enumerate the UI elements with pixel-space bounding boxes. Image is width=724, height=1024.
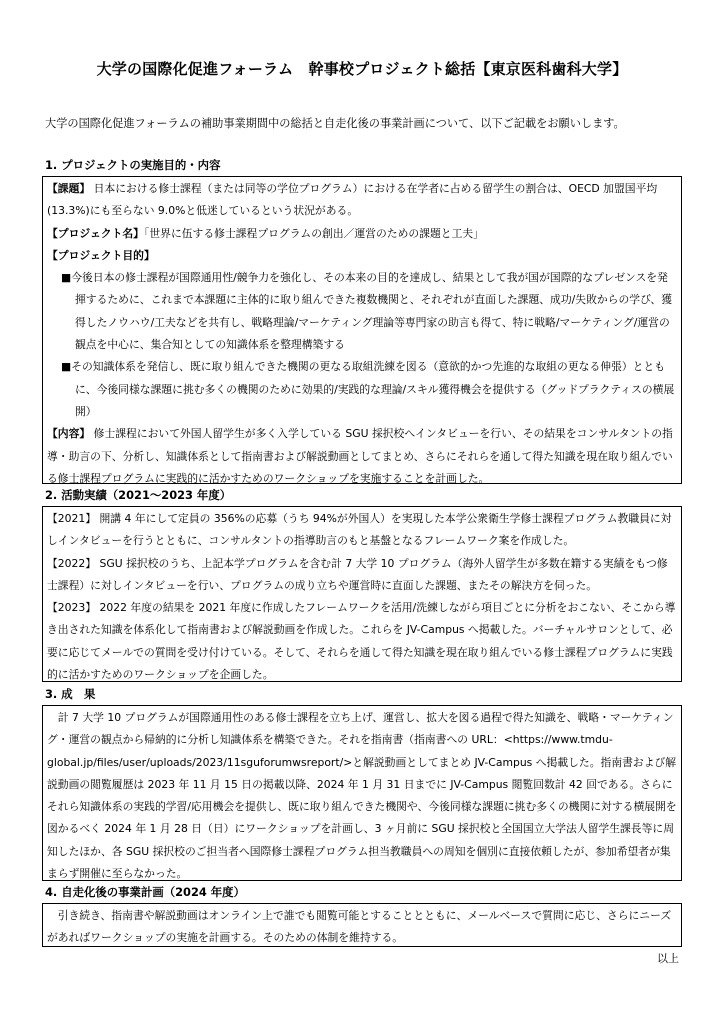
content-text: 修士課程において外国人留学生が多く入学している SGU 採択校へインタビューを行い、その結果をコンサルタントの指導・助言の下、分析し、知識体系として指南書および解説動画としてまとめ、さらにそれらを通して得た知識を現在取り組んでいる修士課程プログラムに実践的に活かすためのワークショップを実施することを計画した。 bbox=[47, 427, 673, 485]
section4-box bbox=[42, 903, 682, 947]
activity-text: 開講 4 年にして定員の 356%の応募（うち 94%が外国人）を実現した本学公衆衛生学修士課程プログラム教職員に対しインタビューを行うとともに、コンサルタントの指導助言のもと基盤となるフレームワーク案を作成した。 bbox=[47, 512, 672, 548]
activity-text: SGU 採択校のうち、上記本学プログラムを含む計 7 大学 10 プログラム（海外人留学生が多数在籍する実績をもつ修士課程）に対しインタビューを行い、プログラムの成り立ちや運営時に直面した課題、またその解決方を伺った。 bbox=[47, 556, 668, 592]
section3-heading: 3. 成 果 bbox=[45, 687, 96, 701]
intro-text: 大学の国際化促進フォーラムの補助事業期間中の総括と自走化後の事業計画について、以下ご記載をお願いします。 bbox=[45, 117, 625, 130]
purpose-list bbox=[47, 267, 677, 423]
project-name-text: 「世界に伍する修士課程プログラムの創出／運営のための課題と工夫」 bbox=[143, 226, 484, 240]
purpose-item: ■今後日本の修士課程が国際通用性/競争力を強化し、その本来の目的を達成し、結果として我が国が国際的なプレゼンスを発揮するために、これまで本課題に主体的に取り組んできた複数機関と、それぞれが直面した課題、成功/失敗からの学び、獲得したノウハウ/工夫などを共有し、戦略理論/マーケティング理論等専門家の助言も得て、特に戦略/マーケティング/運営の観点を中心に、集合知としての知識体系を整理構築する bbox=[61, 271, 673, 352]
purpose-item: ■その知識体系を発信し、既に取り組んできた機関の更なる取組洗練を図る（意欲的かつ先進的な取組の更なる伸張）とともに、今後同様な課題に挑む多くの機関のために効果的/実践的な理論/スキル獲得機会を提供する（グッドプラクティスの横展開） bbox=[61, 360, 675, 418]
section3-box bbox=[42, 705, 682, 881]
closing-mark: 以上 bbox=[657, 952, 679, 965]
results-text-a: 計 7 大学 10 プログラムが国際通用性のある修士課程を立ち上げ、運営し、拡大を図る過程で得た知識を、戦略・マーケティング・運営の観点から帰納的に分析し知識体系を構築できた。それを指南書（指南書への URL： bbox=[47, 711, 674, 747]
results-paragraph bbox=[47, 707, 677, 885]
activity-2021 bbox=[47, 508, 677, 553]
kadai-paragraph bbox=[47, 178, 677, 223]
section4-heading: 4. 自走化後の事業計画（2024 年度） bbox=[45, 885, 245, 899]
section1-heading: 1. プロジェクトの実施目的・内容 bbox=[45, 158, 221, 172]
activity-2022 bbox=[47, 553, 677, 598]
section1-box bbox=[42, 176, 682, 484]
activity-2023 bbox=[47, 597, 677, 686]
guidebook-link[interactable]: <https://www.tmdu-global.jp/files/user/uploads/2023/11sguforumwsreport/> bbox=[47, 733, 613, 769]
activity-year-label: 【2021】 bbox=[47, 512, 97, 525]
project-name-label: 【プロジェクト名】 bbox=[47, 226, 144, 240]
kadai-text: 日本における修士課程（または同等の学位プログラム）における在学者に占める留学生の割合は、OECD 加盟国平均(13.3%)にも至らない 9.0%と低迷しているという状況がある。 bbox=[47, 182, 658, 218]
project-name-paragraph bbox=[47, 223, 677, 245]
plan-text: 引き続き、指南書や解説動画はオンライン上で誰でも閲覧可能とすることとともに、メールベースで質問に応じ、さらにニーズがあればワークショップの実施を計画する。そのための体制を維持する。 bbox=[47, 909, 672, 945]
content-label: 【内容】 bbox=[47, 427, 91, 441]
section2-heading: 2. 活動実績（2021～2023 年度） bbox=[45, 488, 232, 502]
activity-year-label: 【2023】 bbox=[47, 601, 97, 615]
purpose-label: 【プロジェクト目的】 bbox=[47, 248, 155, 262]
document-title: 大学の国際化促進フォーラム 幹事校プロジェクト総括【東京医科歯科大学】 bbox=[96, 60, 628, 78]
section2-box bbox=[42, 506, 682, 682]
activity-text: 2022 年度の結果を 2021 年度に作成したフレームワークを活用/洗練しながら項目ごとに分析をおこない、そこから導き出された知識を体系化して指南書および解説動画を作成した。これらを JV-Campus へ掲載した。バーチャルサロンとして、必要に応じてメールでの質問を受け付けている。そして、それらを通して得た知識を現在取り組んでいる修士課程プログラムに実践的に活かすためのワークショップを企画した。 bbox=[47, 601, 676, 682]
activity-year-label: 【2022】 bbox=[47, 556, 97, 570]
results-text-b: と解説動画としてまとめ JV-Campus へ掲載した。指南書および解説動画の閲覧履歴は 2023 年 11 月 15 日の掲載以降、2024 年 1 月 31 日までに JV-Campus 閲覧回数計 42 回である。さらにそれら知識体系の実践的学習/応用機会を提供し、既に取り組んできた機関や、今後同様な課題に挑む多くの機関に対する横展開を図かるべく 2024 年 1 月 28 日（日）にワークショップを計画し、3 ヶ月前に SGU 採択校と全国国立大学法人留学生課長等に周知したほか、各 SGU 採択校のご担当者へ国際修士課程プログラム担当教職員への周知を個別に直接依頼したが、参加希望者が集まらず開催に至らなかった。 bbox=[47, 755, 677, 881]
kadai-label: 【課題】 bbox=[47, 182, 91, 195]
content-paragraph bbox=[47, 423, 677, 490]
